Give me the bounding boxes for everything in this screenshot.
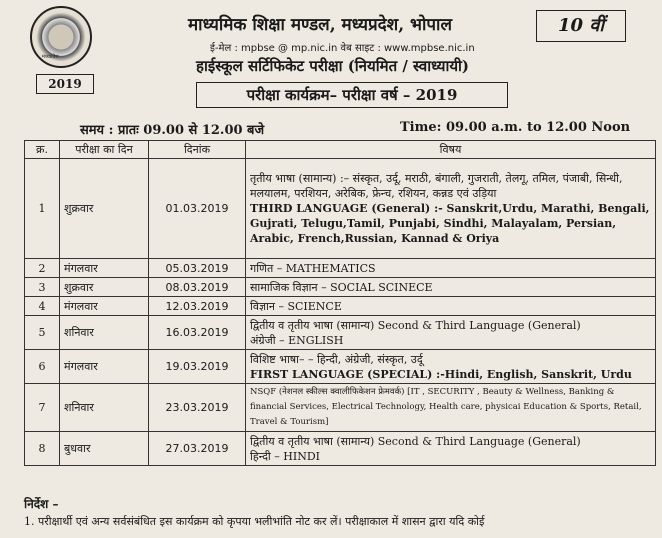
row-subject: विज्ञान – SCIENCE (246, 297, 656, 316)
row-no: 3 (25, 278, 60, 297)
year-box: 2019 (36, 74, 94, 94)
table-row (25, 159, 656, 259)
row-date: 23.03.2019 (149, 384, 246, 432)
contact-info: ई-मेल : mpbse @ mp.nic.in वेब साइट : www.mpbse.nic.in (210, 43, 475, 54)
row-day: बुधवार (60, 432, 149, 466)
header-day: परीक्षा का दिन (60, 141, 149, 159)
subject-english: THIRD LANGUAGE (General) :- Sanskrit,Urdu, Marathi, Bengali, Gujrati, Telugu,Tamil, Punjabi, Sindhi, Malayalam, Persian, Arabic, French,Russian, Kannad & Oriya (250, 202, 650, 245)
row-no: 1 (25, 159, 60, 259)
table-row (25, 316, 656, 350)
row-date: 08.03.2019 (149, 278, 246, 297)
instructions-heading: निर्देश – (24, 497, 59, 511)
subject-hindi: विशिष्ट भाषा– – हिन्दी, अंग्रेजी, संस्कृत, उर्दू (250, 352, 423, 366)
row-day: शनिवार (60, 316, 149, 350)
row-no: 2 (25, 259, 60, 278)
subject-hindi: द्वितीय व तृतीय भाषा (सामान्य) Second & Third Language (General) (250, 434, 581, 448)
subject-english: FIRST LANGUAGE (SPECIAL) :-Hindi, English, Sanskrit, Urdu (250, 367, 632, 381)
program-title: परीक्षा कार्यक्रम– परीक्षा वर्ष – 2019 (196, 82, 508, 108)
table-row (25, 432, 656, 466)
row-date: 05.03.2019 (149, 259, 246, 278)
instruction-item: 1. परीक्षार्थी एवं अन्य सर्वसंबंधित इस कार्यक्रम को कृपया भलीभांति नोट कर लें। परीक्षाकाल में शासन द्वारा यदि कोई (24, 515, 485, 528)
row-date: 16.03.2019 (149, 316, 246, 350)
row-subject: गणित – MATHEMATICS (246, 259, 656, 278)
row-no: 7 (25, 384, 60, 432)
subject-english: अंग्रेजी – ENGLISH (250, 333, 344, 347)
row-subject (246, 316, 656, 350)
subject-english: हिन्दी – HINDI (250, 449, 320, 463)
row-subject (246, 350, 656, 384)
row-subject (246, 159, 656, 259)
row-subject: NSQF (नेशनल स्कील्स क्वालीफिकेशन फ्रेमवर्क) [IT , SECURITY , Beauty & Wellness, Banking & financial Services, Electrical Technology, Health care, physicai Education & Sports, Retail, Travel & Tourism] (246, 384, 656, 432)
time-hindi: समय : प्रातः 09.00 से 12.00 बजे (80, 123, 265, 138)
subject-hindi: द्वितीय व तृतीय भाषा (सामान्य) Second & Third Language (General) (250, 318, 581, 332)
schedule-table (24, 140, 656, 466)
table-header-row (25, 141, 656, 159)
table-row (25, 278, 656, 297)
table-row (25, 350, 656, 384)
board-logo (30, 6, 92, 68)
row-no: 5 (25, 316, 60, 350)
row-day: मंगलवार (60, 297, 149, 316)
class-label: 10 वीं (536, 10, 626, 42)
logo-caption: मध्यप्रदेश (42, 54, 59, 60)
row-day: शनिवार (60, 384, 149, 432)
row-day: मंगलवार (60, 259, 149, 278)
row-day: मंगलवार (60, 350, 149, 384)
header-date: दिनांक (149, 141, 246, 159)
header-subject: विषय (246, 141, 656, 159)
row-no: 4 (25, 297, 60, 316)
table-row (25, 259, 656, 278)
row-date: 27.03.2019 (149, 432, 246, 466)
row-date: 19.03.2019 (149, 350, 246, 384)
header-no: क्र. (25, 141, 60, 159)
row-subject: सामाजिक विज्ञान – SOCIAL SCINECE (246, 278, 656, 297)
row-date: 01.03.2019 (149, 159, 246, 259)
row-subject (246, 432, 656, 466)
table-row (25, 384, 656, 432)
row-no: 6 (25, 350, 60, 384)
time-english: Time: 09.00 a.m. to 12.00 Noon (400, 120, 631, 135)
row-day: शुक्रवार (60, 278, 149, 297)
subject-hindi: तृतीय भाषा (सामान्य) :– संस्कृत, उर्दू, मराठी, बंगाली, गुजराती, तेलगू, तमिल, पंजाबी, सिन्धी, मलयालम, परशियन, अरेबिक, फ्रेन्च, रशियन, कन्नड एवं उड़िया (250, 172, 623, 200)
exam-name: हाईस्कूल सर्टिफिकेट परीक्षा (नियमित / स्वाध्यायी) (196, 57, 470, 75)
row-no: 8 (25, 432, 60, 466)
row-date: 12.03.2019 (149, 297, 246, 316)
table-row (25, 297, 656, 316)
board-name: माध्यमिक शिक्षा मण्डल, मध्यप्रदेश, भोपाल (188, 15, 452, 35)
row-day: शुक्रवार (60, 159, 149, 259)
